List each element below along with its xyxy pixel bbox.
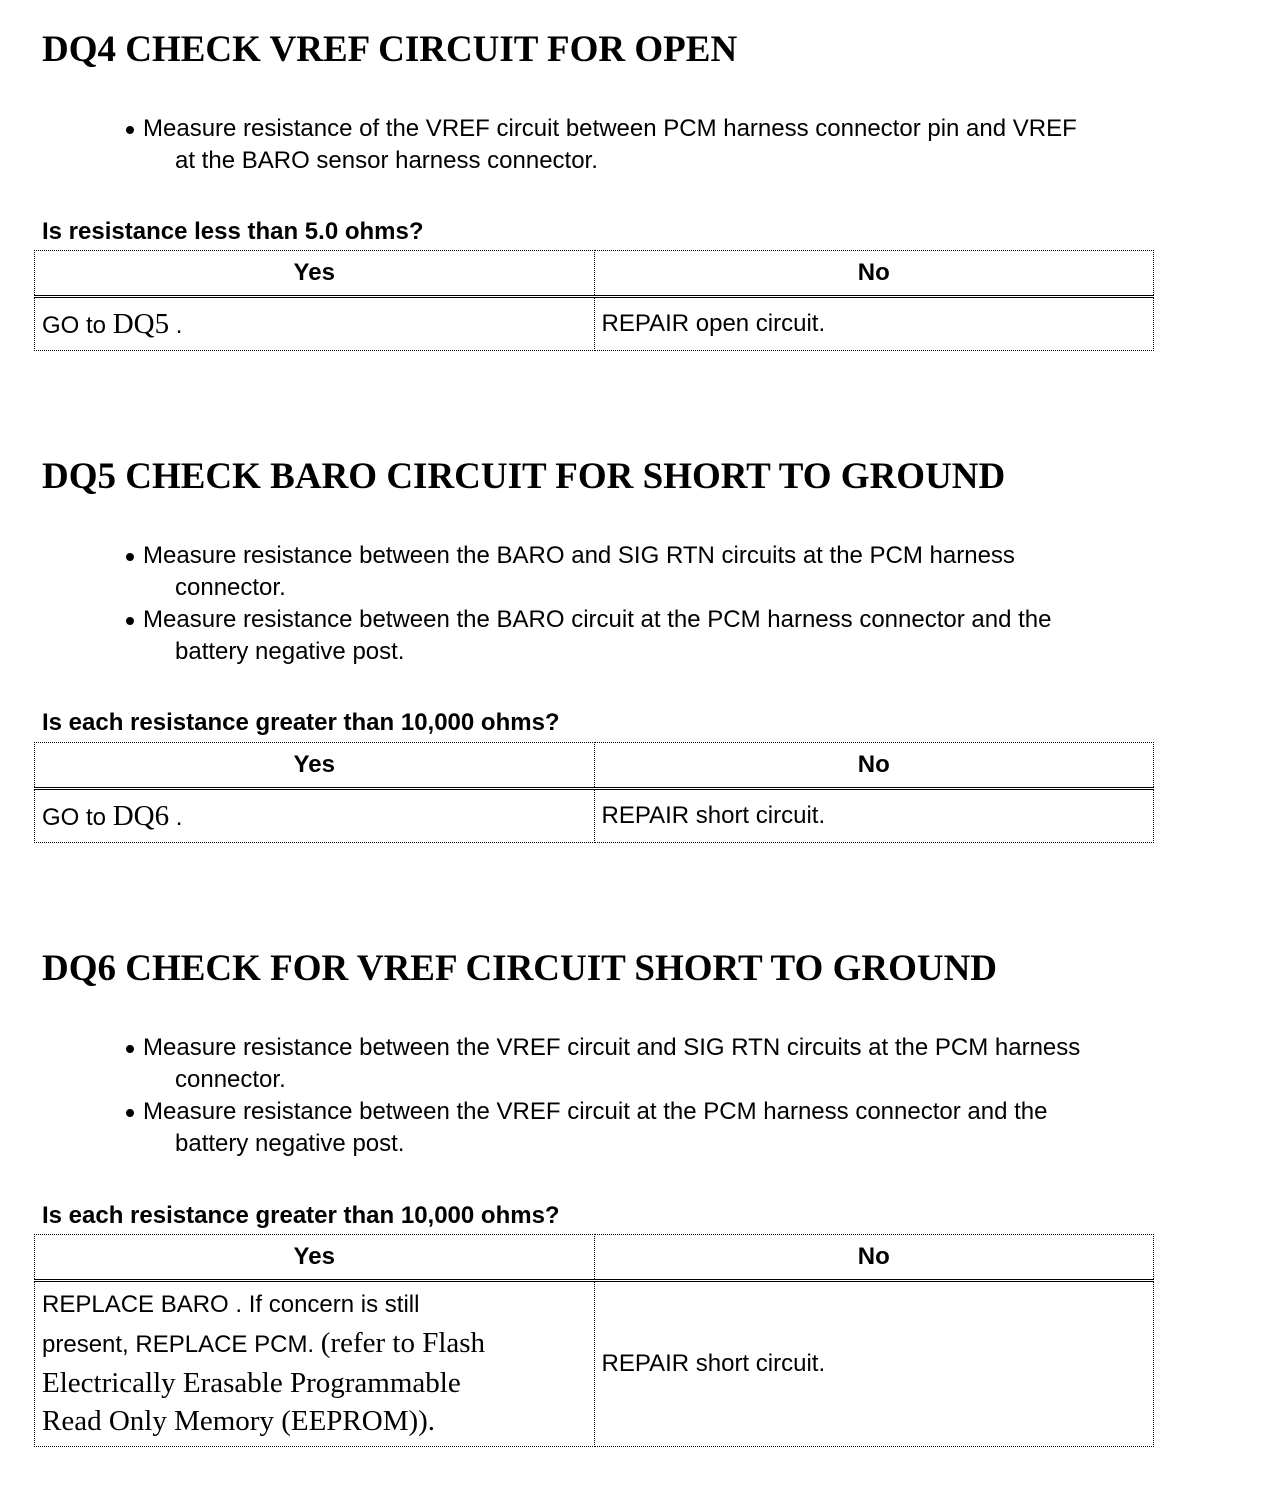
bullet-icon: [126, 1045, 134, 1053]
yes-cell: [35, 297, 595, 351]
section-heading: DQ5 CHECK BARO CIRCUIT FOR SHORT TO GROUND: [42, 456, 1006, 497]
bullet-icon: [126, 553, 134, 561]
no-header: No: [594, 251, 1154, 297]
yes-line-sans: present, REPLACE PCM.: [42, 1331, 321, 1358]
table-header-row: [35, 1235, 1154, 1281]
no-cell: REPAIR short circuit.: [594, 789, 1154, 843]
section-heading: DQ4 CHECK VREF CIRCUIT FOR OPEN: [42, 29, 738, 70]
no-cell: REPAIR short circuit.: [594, 1281, 1154, 1447]
bullet-item: [125, 1096, 1245, 1160]
bullet-item: [125, 113, 1245, 177]
yes-line: REPLACE BARO . If concern is still: [42, 1291, 420, 1318]
bullet-item: [125, 1032, 1245, 1096]
question: Is each resistance greater than 10,000 ohms?: [42, 709, 560, 736]
answer-table: [34, 742, 1154, 843]
answer-table: [34, 250, 1154, 351]
bullet-item: [125, 540, 1245, 604]
bullet-text: Measure resistance between the VREF circuit and SIG RTN circuits at the PCM harness: [143, 1034, 1081, 1061]
table-row: [35, 297, 1154, 351]
goto-dq5-link[interactable]: DQ5: [112, 307, 170, 340]
table-header-row: [35, 743, 1154, 789]
table-row: [35, 1281, 1154, 1447]
bullet-list: [125, 1032, 1245, 1160]
table-header-row: [35, 251, 1154, 297]
yes-line[interactable]: Electrically Erasable Programmable: [42, 1367, 461, 1399]
section-heading: DQ6 CHECK FOR VREF CIRCUIT SHORT TO GROUND: [42, 948, 998, 989]
bullet-text: Measure resistance between the VREF circuit at the PCM harness connector and the: [143, 1098, 1048, 1125]
question: Is each resistance greater than 10,000 ohms?: [42, 1202, 560, 1229]
no-header: No: [594, 743, 1154, 789]
bullet-icon: [126, 126, 134, 134]
bullet-text: Measure resistance between the BARO and SIG RTN circuits at the PCM harness: [143, 542, 1015, 569]
bullet-text-continued: connector.: [175, 1066, 286, 1093]
bullet-text-continued: battery negative post.: [175, 638, 405, 665]
yes-suffix: .: [169, 311, 183, 339]
bullet-text-continued: connector.: [175, 574, 286, 601]
question: Is resistance less than 5.0 ohms?: [42, 218, 424, 245]
bullet-icon: [126, 1109, 134, 1117]
goto-dq6-link[interactable]: DQ6: [112, 799, 170, 832]
no-header: No: [594, 1235, 1154, 1281]
bullet-text-continued: at the BARO sensor harness connector.: [175, 147, 598, 174]
yes-prefix: GO to: [42, 803, 113, 831]
bullet-list: [125, 540, 1245, 668]
yes-header: Yes: [35, 251, 595, 297]
yes-prefix: GO to: [42, 311, 113, 339]
yes-cell: [35, 789, 595, 843]
yes-header: Yes: [35, 1235, 595, 1281]
bullet-text: Measure resistance of the VREF circuit between PCM harness connector pin and VREF: [143, 115, 1077, 142]
flash-eeprom-link[interactable]: (refer to Flash: [320, 1327, 486, 1359]
bullet-text-continued: battery negative post.: [175, 1130, 405, 1157]
yes-line[interactable]: Read Only Memory (EEPROM)).: [42, 1405, 436, 1437]
bullet-text: Measure resistance between the BARO circuit at the PCM harness connector and the: [143, 606, 1052, 633]
yes-cell: [35, 1281, 595, 1447]
answer-table: [34, 1234, 1154, 1447]
yes-header: Yes: [35, 743, 595, 789]
table-row: [35, 789, 1154, 843]
no-cell: REPAIR open circuit.: [594, 297, 1154, 351]
bullet-list: [125, 113, 1245, 177]
yes-line: [42, 1324, 587, 1364]
bullet-item: [125, 604, 1245, 668]
bullet-icon: [126, 617, 134, 625]
yes-suffix: .: [169, 803, 183, 831]
